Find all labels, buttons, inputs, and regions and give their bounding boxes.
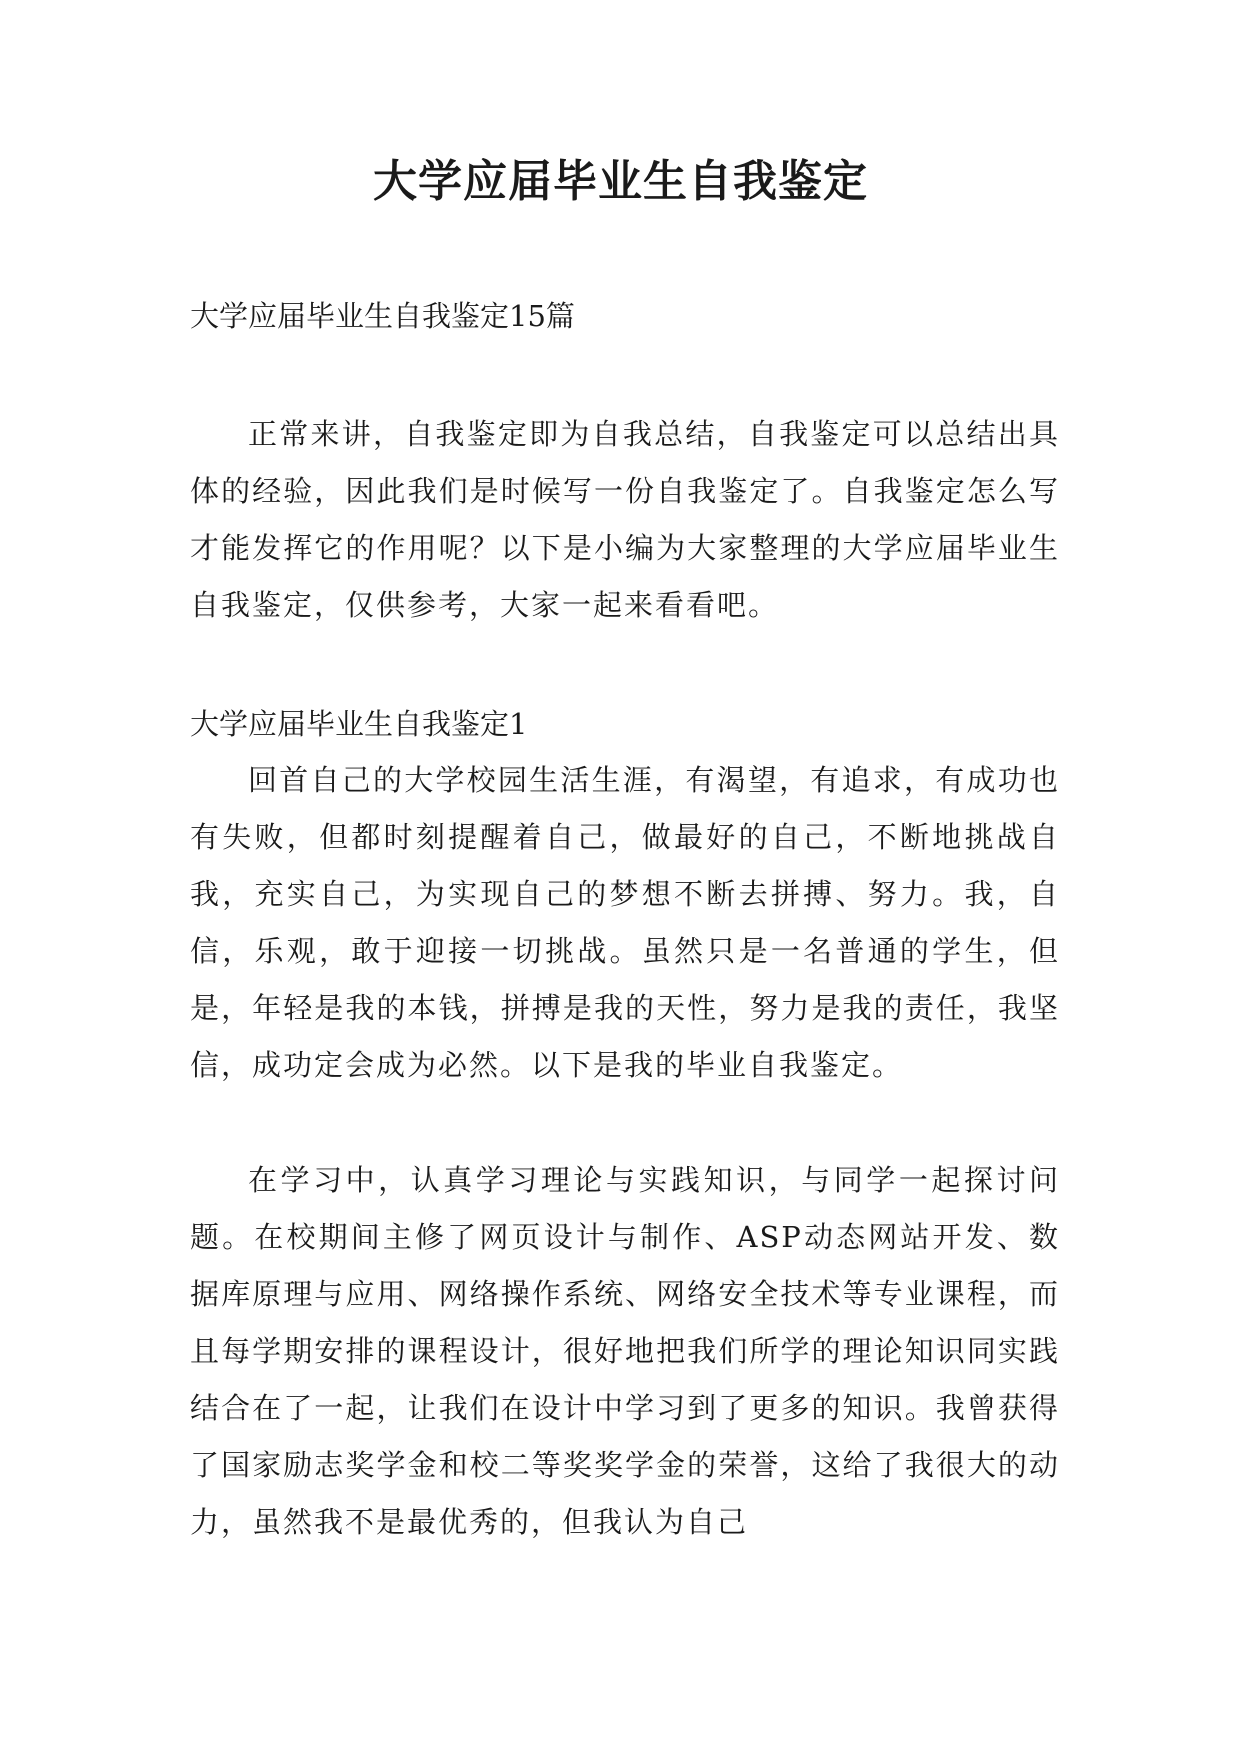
section-paragraph: 在学习中，认真学习理论与实践知识，与同学一起探讨问题。在校期间主修了网页设计与制作、ASP动态网站开发、数据库原理与应用、网络操作系统、网络安全技术等专业课程，而且每学期安排的课程设计，很好地把我们所学的理论知识同实践结合在了一起，让我们在设计中学习到了更多的知识。我曾获得了国家励志奖学金和校二等奖奖学金的荣誉，这给了我很大的动力，虽然我不是最优秀的，但我认为自己 — [190, 1163, 1060, 1539]
section-paragraph: 回首自己的大学校园生活生涯，有渴望，有追求，有成功也有失败，但都时刻提醒着自己，做最好的自己，不断地挑战自我，充实自己，为实现自己的梦想不断去拼搏、努力。我，自信，乐观，敢于迎接一切挑战。虽然只是一名普通的学生，但是，年轻是我的本钱，拼搏是我的天性，努力是我的责任，我坚信，成功定会成为必然。以下是我的毕业自我鉴定。 — [190, 763, 1060, 1082]
document-subtitle: 大学应届毕业生自我鉴定15篇 — [190, 299, 575, 333]
section-heading: 大学应届毕业生自我鉴定1 — [190, 707, 528, 741]
intro-paragraph: 正常来讲，自我鉴定即为自我总结，自我鉴定可以总结出具体的经验，因此我们是时候写一份自我鉴定了。自我鉴定怎么写才能发挥它的作用呢？以下是小编为大家整理的大学应届毕业生自我鉴定，仅供参考，大家一起来看看吧。 — [190, 417, 1060, 622]
document-title: 大学应届毕业生自我鉴定 — [373, 156, 868, 207]
